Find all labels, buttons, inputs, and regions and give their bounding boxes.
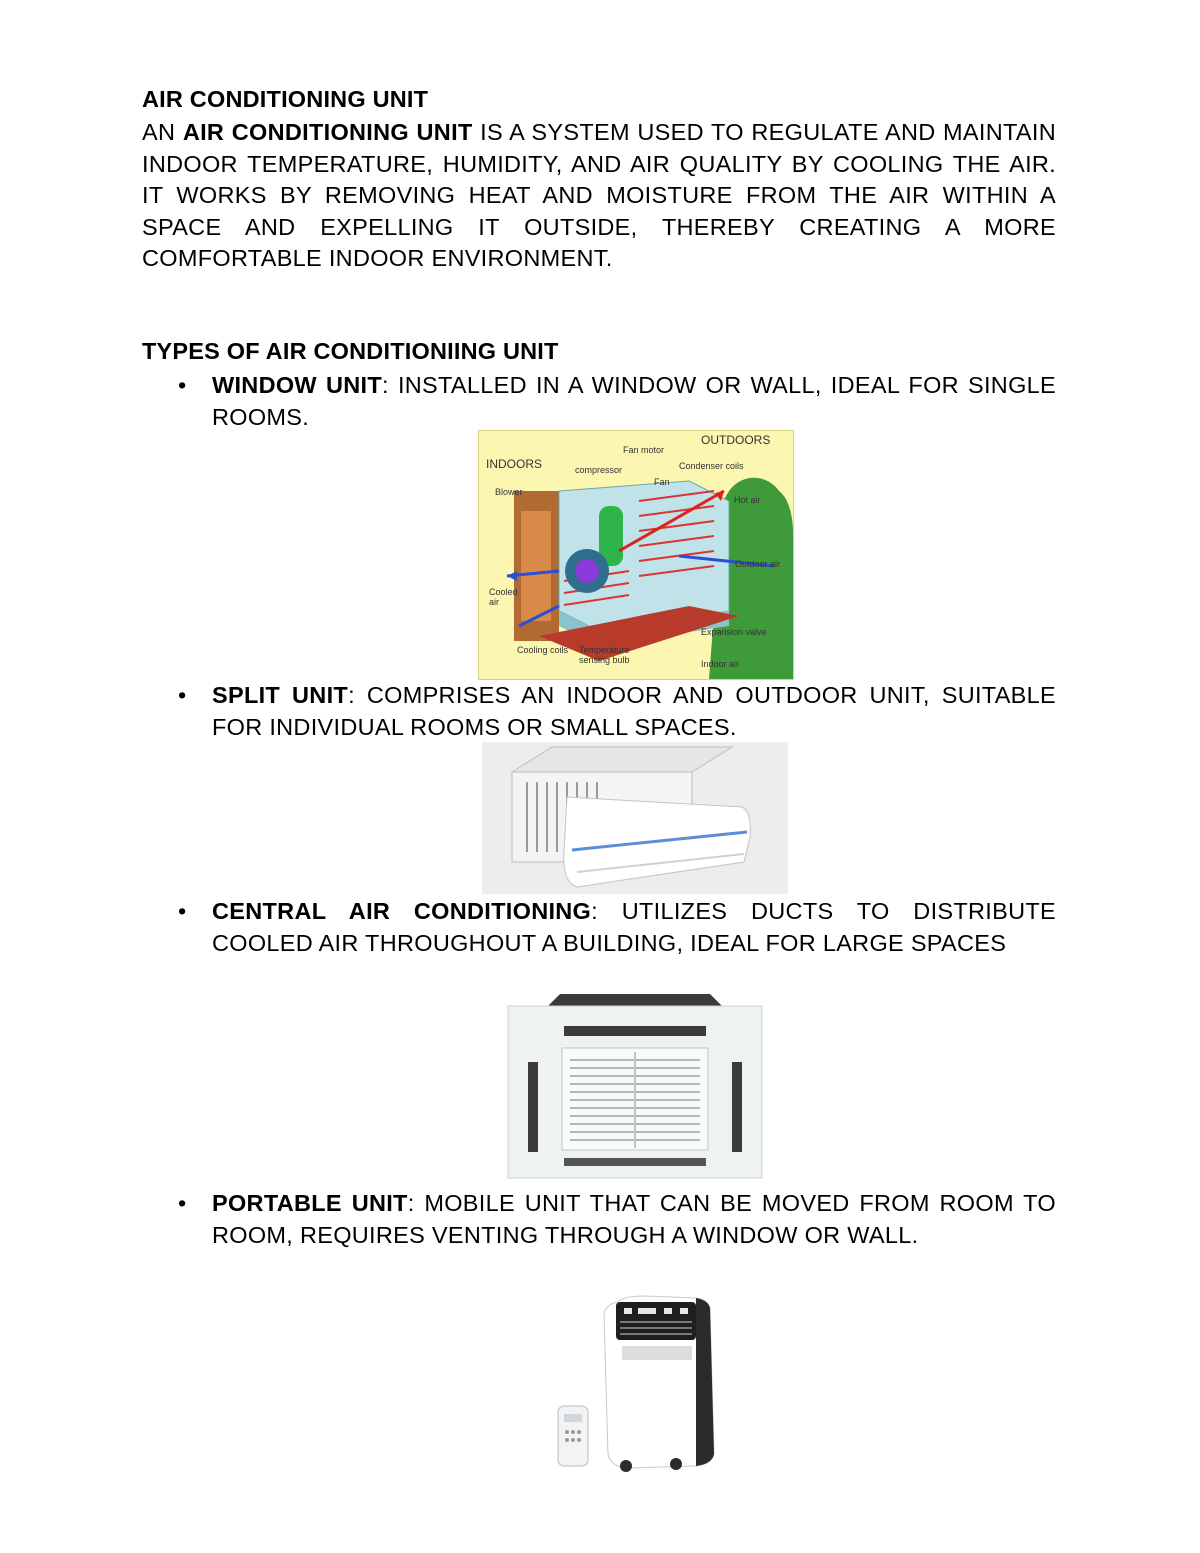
- label-expansion-valve: Expansion valve: [701, 627, 767, 637]
- list-item-text: [212, 896, 1056, 959]
- label-outdoors: OUTDOORS: [701, 433, 771, 447]
- intro-paragraph: [142, 117, 1056, 275]
- intro-body: IS A SYSTEM USED TO REGULATE AND MAINTAIN INDOOR TEMPERATURE, HUMIDITY, AND AIR QUALITY BY COOLING THE AIR. IT WORKS BY REMOVING HEAT AND MOISTURE FROM THE AIR WITHIN A SPACE AND EXPELLING IT OUTSIDE, THEREBY CREATING A MORE COMFORTABLE INDOOR ENVIRONMENT.: [142, 119, 1056, 272]
- list-item-text: [212, 1188, 1056, 1251]
- label-fan: Fan: [654, 477, 670, 487]
- split-unit-image: [482, 742, 788, 894]
- bullet: •: [178, 1190, 187, 1216]
- split-unit-art: [482, 742, 788, 894]
- label-hot-air: Hot air: [734, 495, 761, 505]
- type-term: CENTRAL AIR CONDITIONING: [212, 898, 592, 924]
- type-desc: : INSTALLED IN A WINDOW OR WALL, IDEAL FOR SINGLE ROOMS.: [212, 372, 1056, 430]
- list-item-text: [212, 370, 1056, 433]
- bullet: •: [178, 898, 187, 924]
- type-term: WINDOW UNIT: [212, 372, 383, 398]
- type-desc: : UTILIZES DUCTS TO DISTRIBUTE COOLED AIR THROUGHOUT A BUILDING, IDEAL FOR LARGE SPACES: [212, 898, 1057, 956]
- list-item-text: [212, 680, 1056, 743]
- label-compressor: compressor: [575, 465, 623, 475]
- bullet: •: [178, 682, 187, 708]
- type-desc: : MOBILE UNIT THAT CAN BE MOVED FROM ROOM TO ROOM, REQUIRES VENTING THROUGH A WINDOW OR WALL.: [212, 1190, 1056, 1248]
- document-title: AIR CONDITIONING UNIT: [142, 86, 429, 112]
- label-indoors: INDOORS: [486, 457, 543, 471]
- label-fan-motor: Fan motor: [623, 445, 665, 455]
- label-condenser-coils: Condenser coils: [679, 461, 744, 471]
- central-ac-art: [500, 990, 770, 1182]
- bullet: •: [178, 372, 187, 398]
- type-term: PORTABLE UNIT: [212, 1190, 408, 1216]
- types-heading: TYPES OF AIR CONDITIONIING UNIT: [142, 338, 559, 364]
- label-cooled-air: Cooled air: [489, 587, 518, 607]
- label-outdoor-air: Outdoor air: [735, 559, 781, 569]
- type-desc: : COMPRISES AN INDOOR AND OUTDOOR UNIT, SUITABLE FOR INDIVIDUAL ROOMS OR SMALL SPACES.: [212, 682, 1056, 740]
- portable-unit-art: [556, 1294, 720, 1474]
- label-indoor-air: Indoor air: [701, 659, 740, 669]
- intro-prefix: AN: [142, 119, 183, 145]
- window-unit-diagram: [478, 430, 794, 680]
- label-blower: Blower: [495, 487, 523, 497]
- label-cooling-coils: Cooling coils: [517, 645, 569, 655]
- intro-term: AIR CONDITIONING UNIT: [182, 119, 473, 145]
- type-term: SPLIT UNIT: [212, 682, 349, 708]
- portable-unit-image: [556, 1294, 720, 1474]
- central-ac-image: [500, 990, 770, 1182]
- label-temperature-bulb: Temperature sensing bulb: [579, 645, 630, 665]
